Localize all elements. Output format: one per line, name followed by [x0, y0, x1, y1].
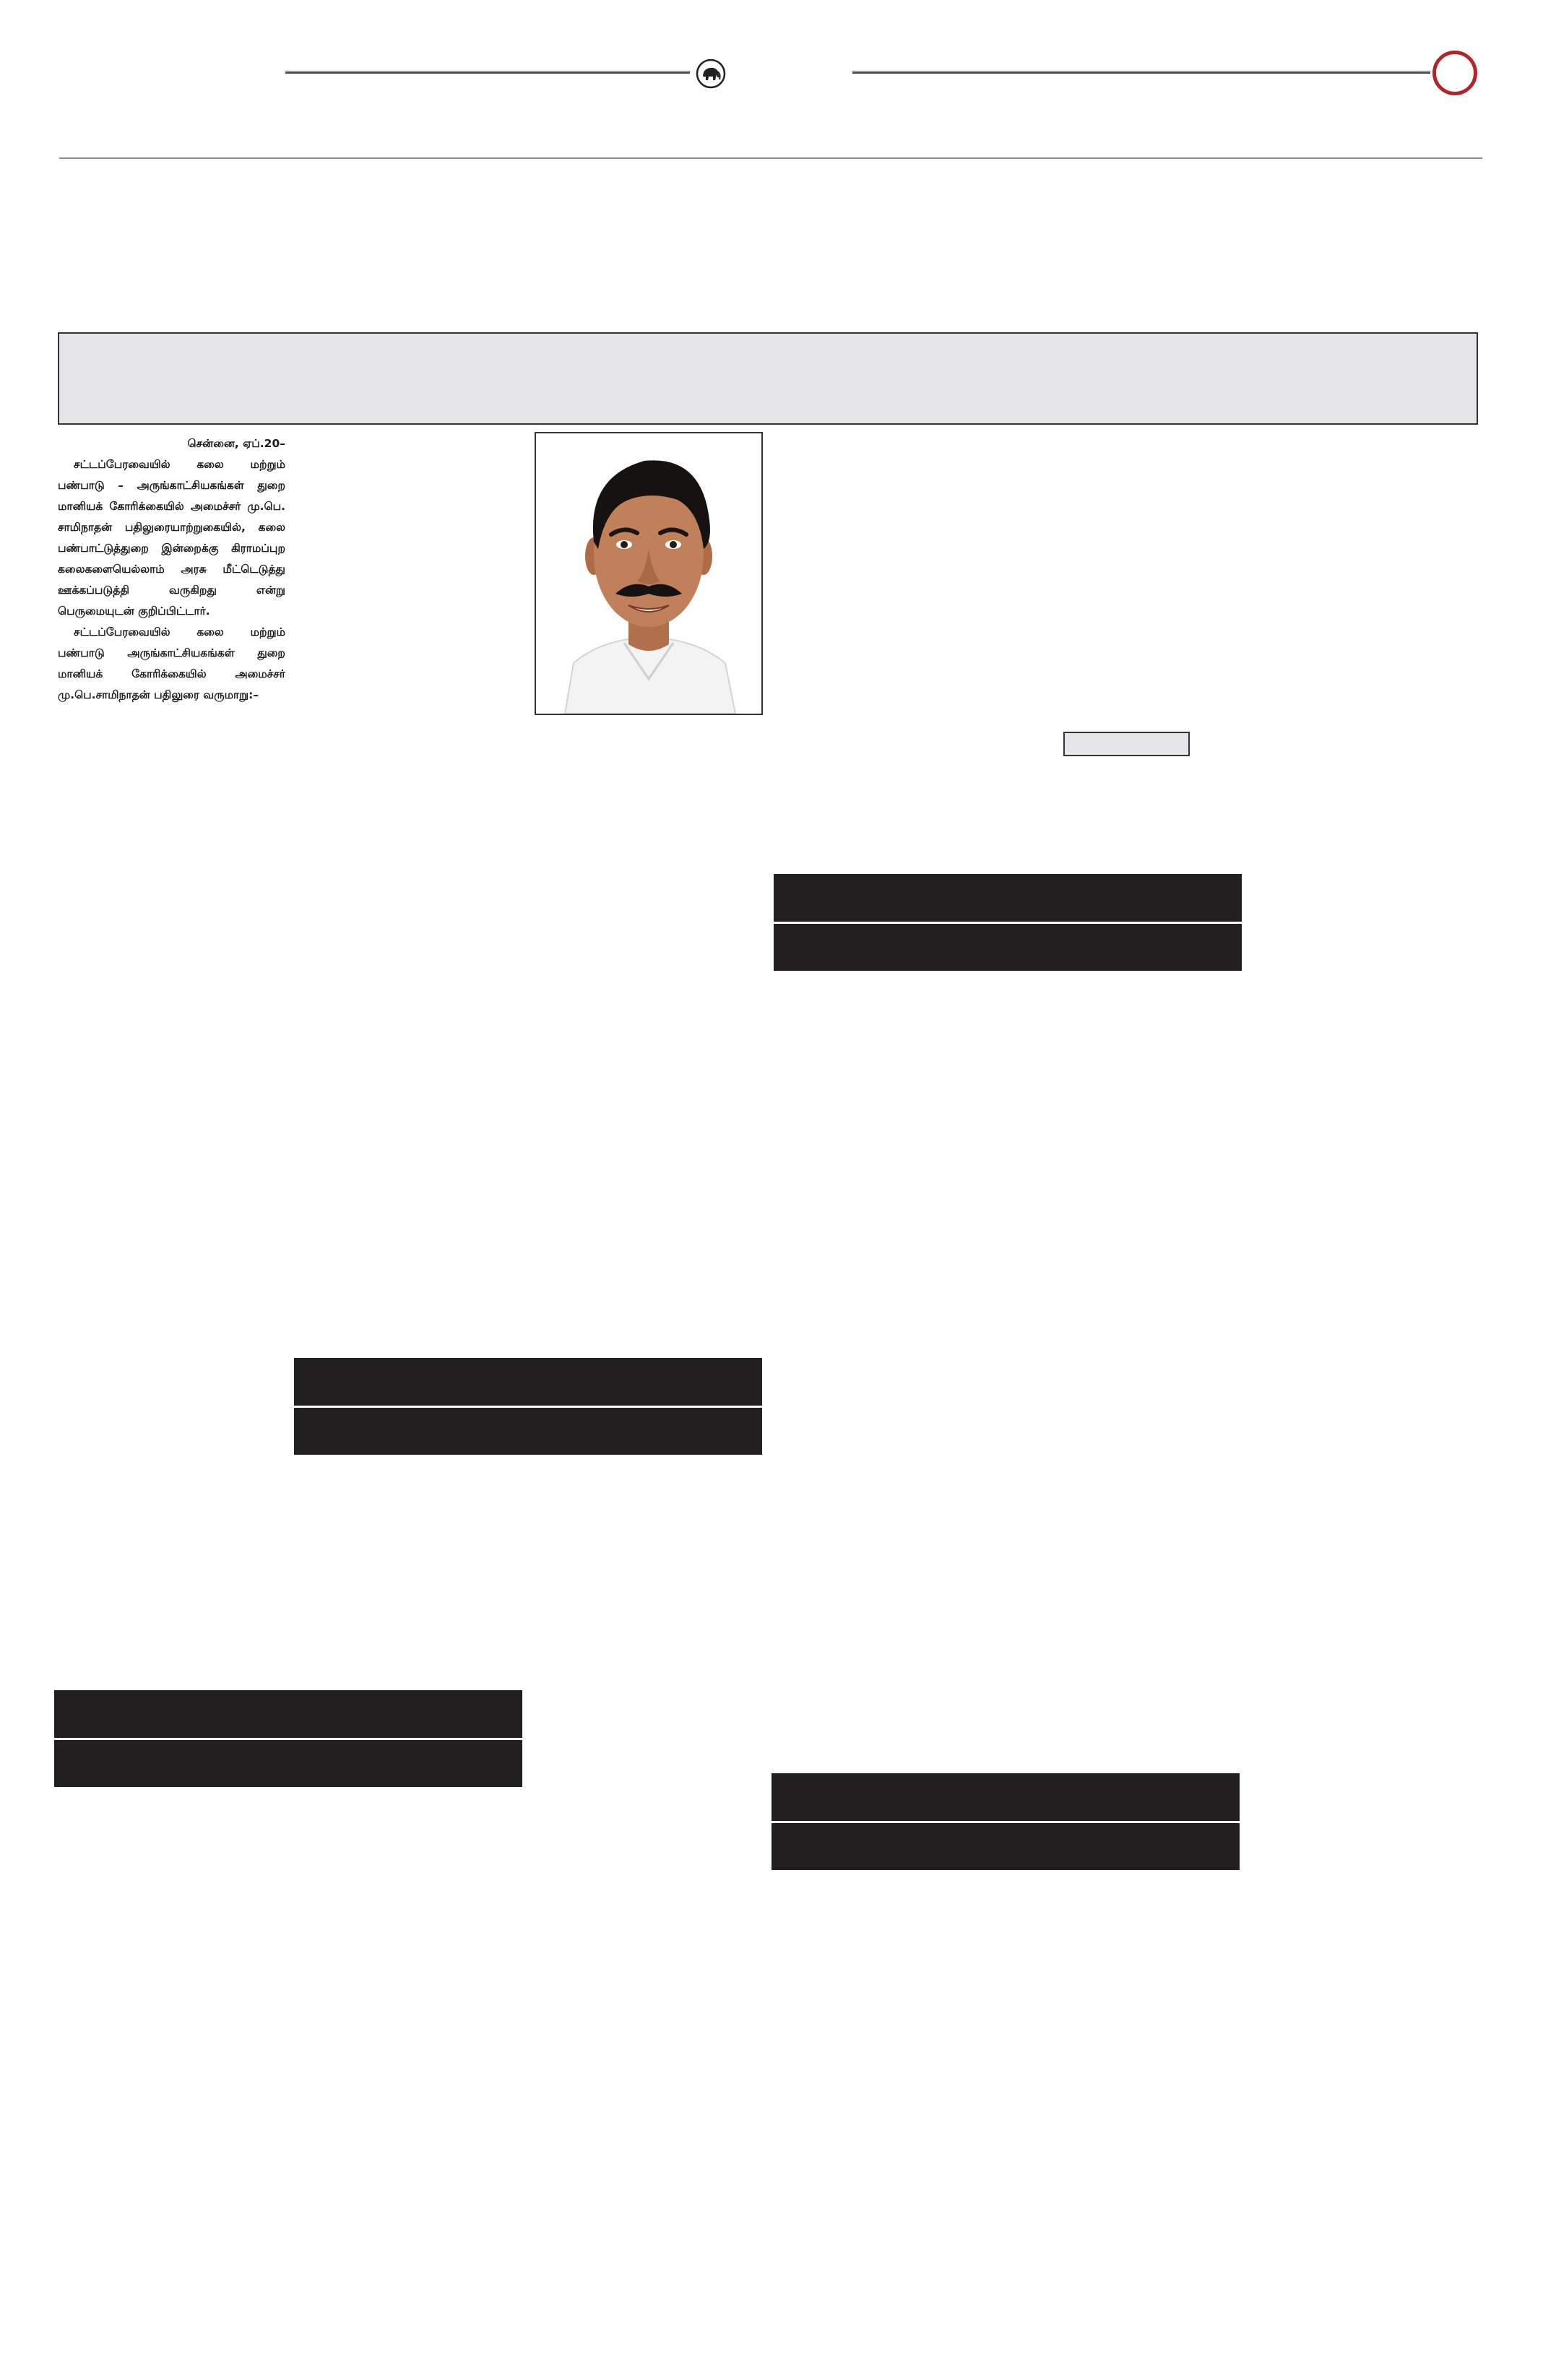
subheading-divider	[772, 1821, 1240, 1823]
header-divider	[59, 157, 1482, 159]
article-column-1	[58, 433, 285, 706]
article-paragraph: சட்டப்பேரவையில் கலை மற்றும் பண்பாடு – அருங்காட்சியகங்கள் துறை மானியக் கோரிக்கையில் அமைச்சர் மு.பெ. சாமிநாதன் பதிலுரையாற்றுகையில், கலை பண்பாட்டுத்துறை இன்றைக்கு கிராமப்புற கலைகளையெல்லாம் அரசு மீட்டெடுத்து ஊக்கப்படுத்தி வருகிறது என்று பெருமையுடன் குறிப்பிட்டார்.	[58, 458, 285, 618]
page-number-marker	[1432, 51, 1477, 95]
portrait-photo	[535, 432, 763, 715]
article-paragraph: சட்டப்பேரவையில் கலை மற்றும் பண்பாடு அருங்காட்சியகங்கள் துறை மானியக் கோரிக்கையில் அமைச்சர் மு.பெ.சாமிநாதன் பதிலுரை வருமாறு:–	[58, 626, 285, 701]
masthead-rule-left	[285, 71, 690, 74]
subheading-bar	[772, 1773, 1240, 1870]
subheading-divider	[54, 1738, 522, 1740]
dateline: சென்னை, ஏப்.20–	[187, 437, 285, 450]
subheading-bar	[294, 1358, 762, 1455]
subheading-divider	[774, 922, 1242, 924]
masthead-rule-right	[852, 71, 1430, 74]
caption-box	[1063, 732, 1190, 756]
subheading-bar	[54, 1690, 522, 1787]
headline-band	[58, 332, 1478, 425]
subheading-bar	[774, 874, 1242, 971]
elephant-emblem-icon	[695, 58, 727, 90]
subheading-divider	[294, 1406, 762, 1408]
